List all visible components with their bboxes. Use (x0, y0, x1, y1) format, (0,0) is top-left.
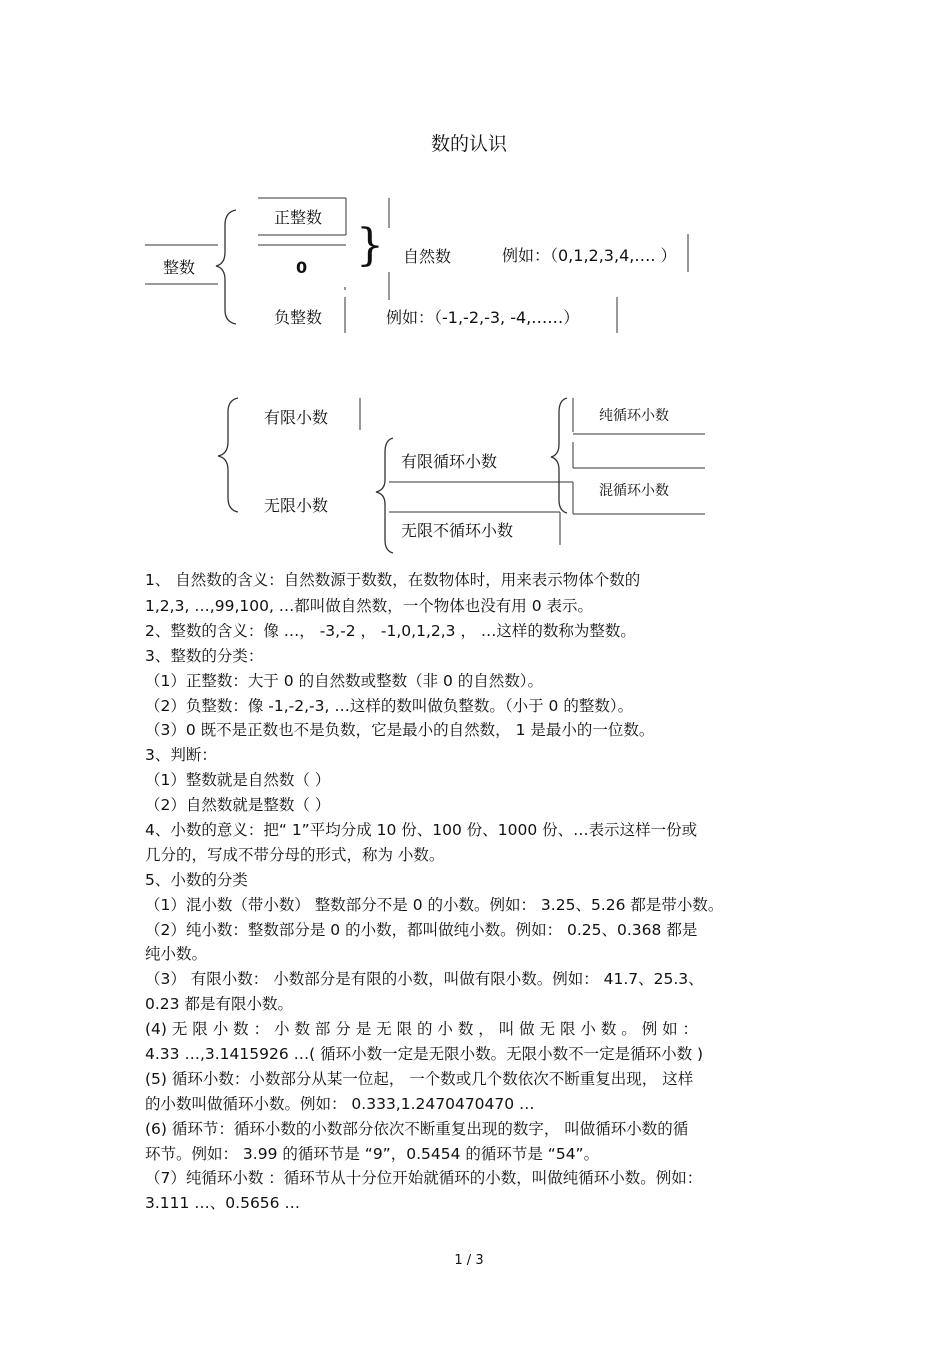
text-line: 的小数叫做循环小数。例如： 0.333,1.2470470470 … (145, 1095, 535, 1113)
text-line: 5、小数的分类 (145, 871, 248, 889)
text-line: （1）整数就是自然数（ ） (145, 771, 331, 789)
text-line: 4.33 …,3.1415926 …( 循环小数一定是无限小数。无限小数不一定是循环小数 ) (145, 1045, 704, 1063)
text-line: （1）正整数：大于 0 的自然数或整数（非 0 的自然数）。 (145, 672, 544, 690)
text-line: 纯小数。 (145, 945, 208, 963)
text-line: 4、小数的意义：把“ 1”平均分成 10 份、100 份、1000 份、…表示这样一份或 (145, 821, 698, 839)
infinite-nonrecurring-label: 无限不循环小数 (401, 521, 514, 540)
zero-label: 0 (296, 258, 308, 277)
text-line: （2）自然数就是整数（ ） (145, 796, 331, 814)
mixed-recurring-label: 混循环小数 (599, 483, 669, 499)
negative-integer-label: 负整数 (274, 308, 323, 327)
negative-example: 例如：（-1,-2,-3, -4,……） (386, 308, 580, 327)
text-line: 2、整数的含义：像 …， -3,-2 ， -1,0,1,2,3 ， …这样的数称为整数。 (145, 622, 636, 640)
text-line: 1、 自然数的含义：自然数源于数数，在数物体时，用来表示物体个数的 (145, 571, 641, 589)
text-line: （7）纯循环小数 ：循环节从十分位开始就循环的小数，叫做纯循环小数。例如： (145, 1169, 703, 1187)
integer-label: 整数 (163, 258, 196, 277)
infinite-decimal-label: 无限小数 (264, 496, 329, 515)
text-line: 环节。例如： 3.99 的循环节是 “9”，0.5454 的循环节是 “54”。 (145, 1145, 600, 1163)
natural-example: 例如：（0,1,2,3,4,…. ） (502, 246, 677, 265)
positive-integer-label: 正整数 (274, 208, 323, 227)
classification-diagram (0, 0, 950, 600)
right-brace: } (356, 220, 384, 271)
page-number: 1 / 3 (454, 1253, 484, 1268)
text-line: (4) 无 限 小 数 ： 小 数 部 分 是 无 限 的 小 数 ， 叫 做 无 限 小 数 。 例 如 ： (145, 1020, 699, 1038)
text-line: 几分的，写成不带分母的形式，称为 小数。 (145, 846, 445, 864)
page-title: 数的认识 (430, 133, 507, 155)
text-line: （2）纯小数：整数部分是 0 的小数，都叫做纯小数。例如： 0.25、0.368 都是 (145, 921, 698, 939)
natural-number-label: 自然数 (403, 247, 452, 266)
text-line: （3）0 既不是正数也不是负数，它是最小的自然数， 1 是最小的一位数。 (145, 721, 655, 739)
text-line: 1,2,3, …,99,100, …都叫做自然数，一个物体也没有用 0 表示。 (145, 597, 594, 615)
text-line: （2）负整数：像 -1,-2,-3, …这样的数叫做负整数。（小于 0 的整数）。 (145, 697, 634, 715)
text-line: 3、整数的分类： (145, 647, 264, 665)
finite-decimal-label: 有限小数 (264, 408, 329, 427)
text-line: （3） 有限小数： 小数部分是有限的小数，叫做有限小数。例如： 41.7、25.3、 (145, 970, 704, 988)
text-line: 3、判断： (145, 746, 217, 764)
text-line: 3.111 …、0.5656 … (145, 1194, 300, 1212)
pure-recurring-label: 纯循环小数 (599, 408, 669, 424)
text-line: (6) 循环节：循环小数的小数部分依次不断重复出现的数字， 叫做循环小数的循 (145, 1120, 689, 1138)
text-line: 0.23 都是有限小数。 (145, 995, 293, 1013)
finite-recurring-label: 有限循环小数 (401, 452, 498, 471)
text-line: (5) 循环小数：小数部分从某一位起， 一个数或几个数依次不断重复出现， 这样 (145, 1070, 694, 1088)
text-line: （1）混小数（带小数） 整数部分不是 0 的小数。例如： 3.25、5.26 都是带小数。 (145, 896, 724, 914)
